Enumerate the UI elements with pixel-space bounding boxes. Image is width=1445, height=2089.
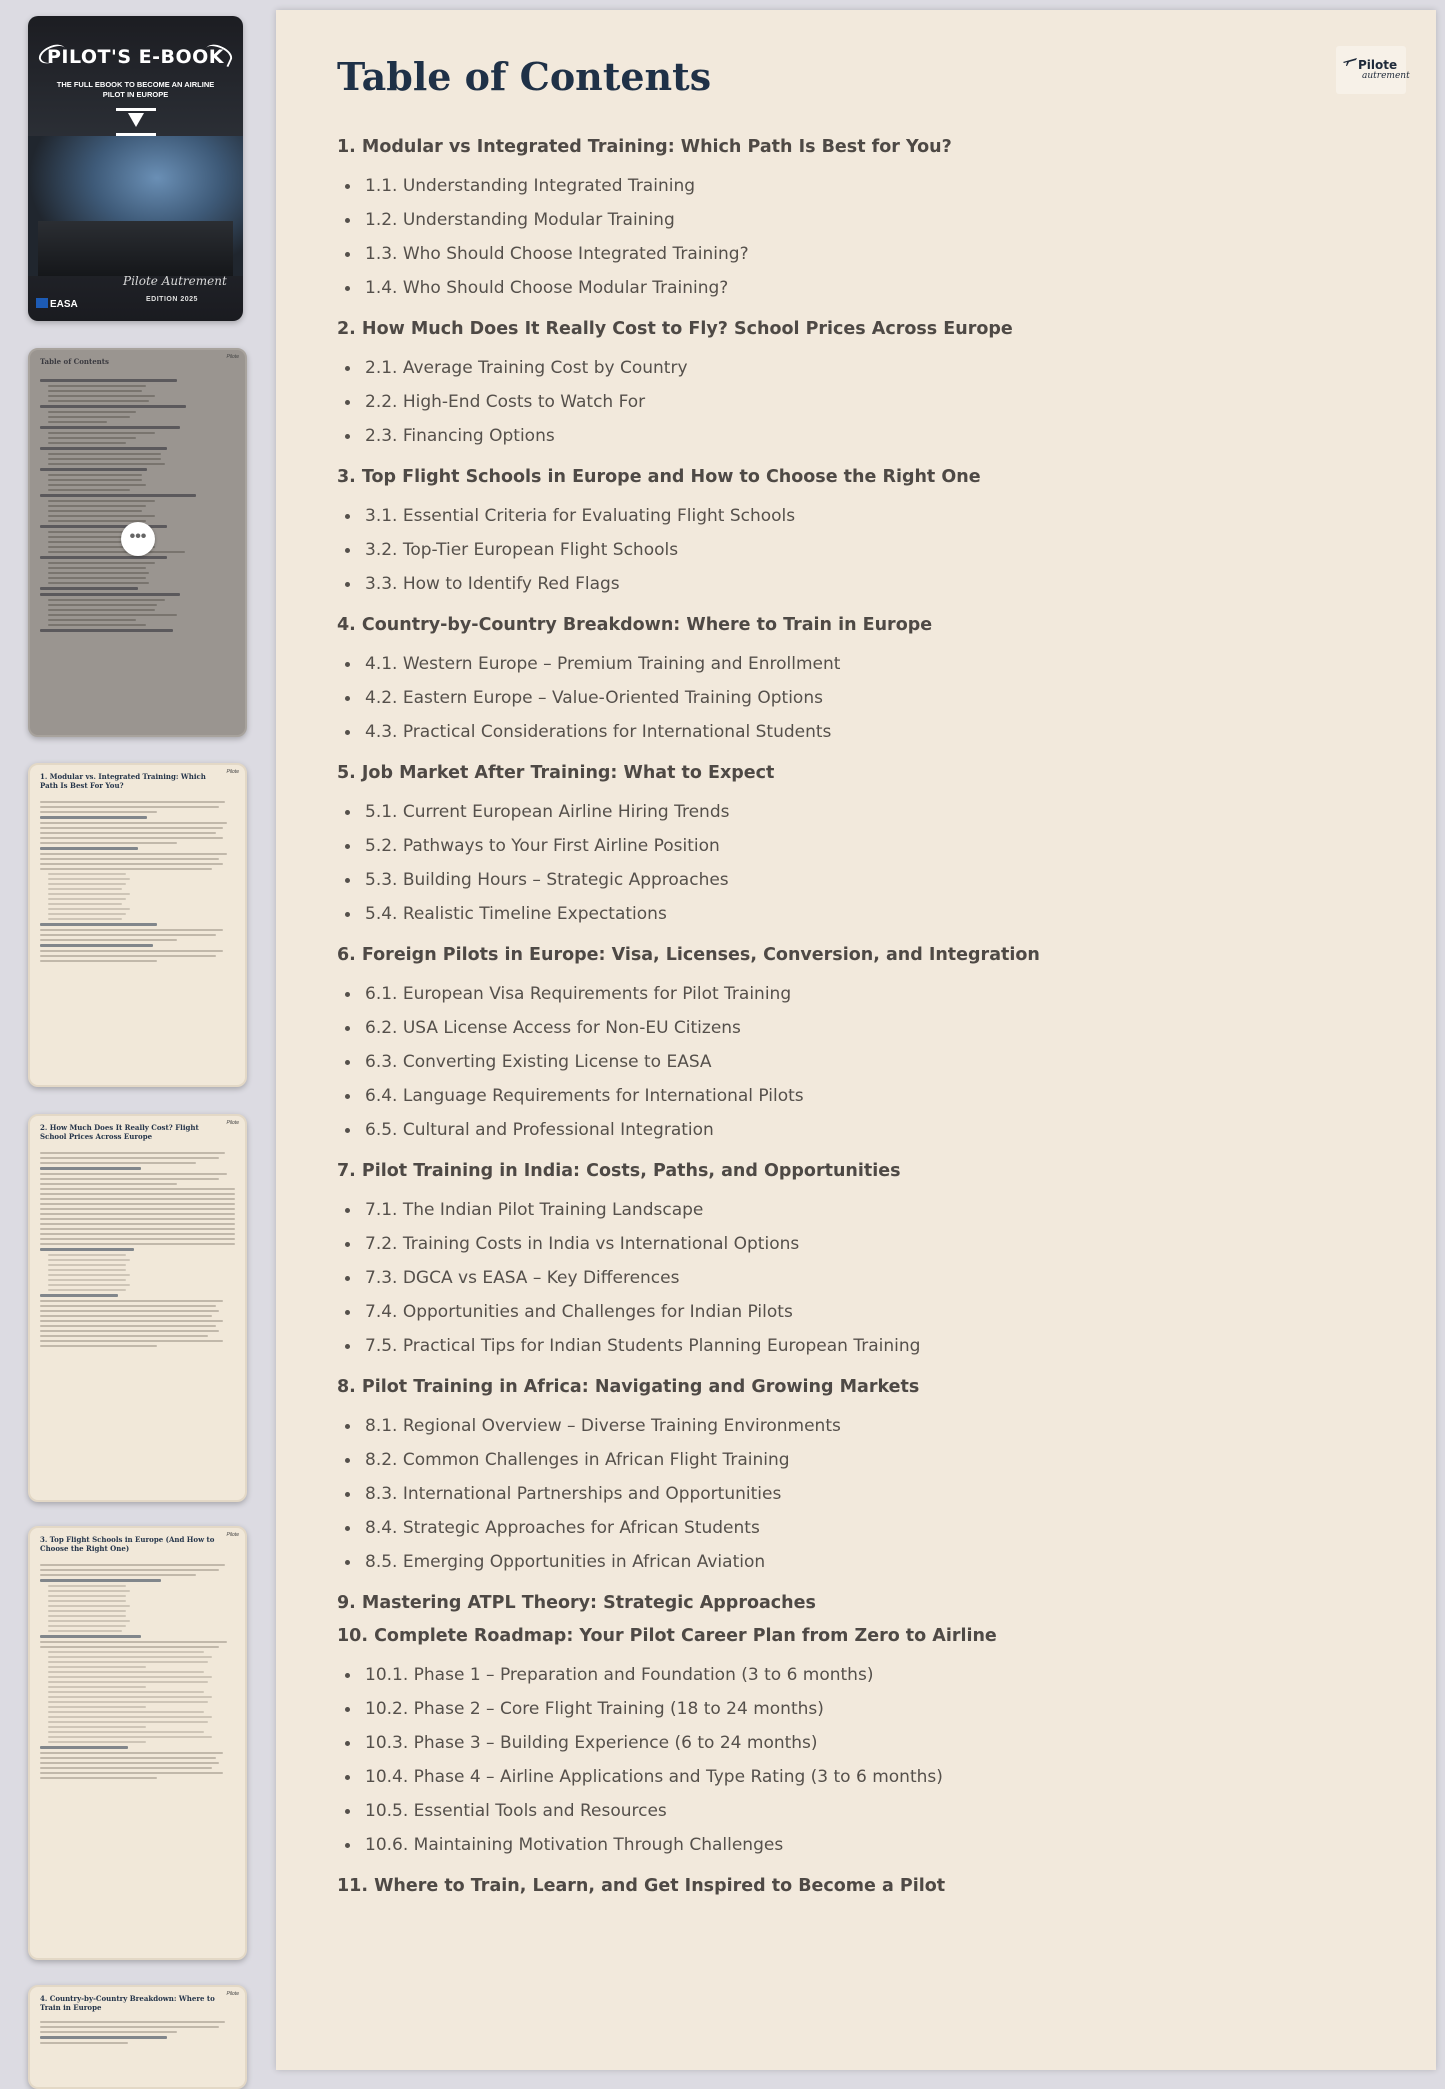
easa-badge: EASA: [36, 298, 78, 310]
thumbnail-text-lines: [40, 1564, 235, 1948]
toc-subsection-item[interactable]: 5.1. Current European Airline Hiring Trends: [337, 795, 1397, 829]
cover-instrument-panel: [38, 221, 233, 276]
toc-subsection-item[interactable]: 1.1. Understanding Integrated Training: [337, 169, 1397, 203]
toc-subsection-item[interactable]: 3.1. Essential Criteria for Evaluating Flight Schools: [337, 499, 1397, 533]
thumbnail-title: 1. Modular vs. Integrated Training: Which Path Is Best For You?: [40, 772, 206, 790]
document-page: [276, 10, 1436, 2070]
thumbnail-brand-logo: Pilote: [226, 1532, 239, 1538]
thumbnail-page-5[interactable]: [28, 1526, 247, 1960]
cover-signature: Pilote Autrement: [123, 274, 227, 288]
toc-subsection-item[interactable]: 7.5. Practical Tips for Indian Students Planning European Training: [337, 1329, 1397, 1363]
toc-subsection-item[interactable]: 5.3. Building Hours – Strategic Approaches: [337, 863, 1397, 897]
toc-subsection-item[interactable]: 4.3. Practical Considerations for International Students: [337, 715, 1397, 749]
toc-subsection-list: [337, 977, 1397, 1147]
toc-subsection-item[interactable]: 2.1. Average Training Cost by Country: [337, 351, 1397, 385]
thumbnail-brand-logo: Pilote: [226, 354, 239, 360]
toc-subsection-list: [337, 499, 1397, 601]
toc-subsection-item[interactable]: 2.3. Financing Options: [337, 419, 1397, 453]
toc-subsection-item[interactable]: 3.2. Top-Tier European Flight Schools: [337, 533, 1397, 567]
toc-subsection-item[interactable]: 10.3. Phase 3 – Building Experience (6 to 24 months): [337, 1726, 1397, 1760]
cover-edition: EDITION 2025: [146, 296, 198, 303]
thumbnail-brand-logo: Pilote: [226, 1120, 239, 1126]
toc-section-8[interactable]: 8. Pilot Training in Africa: Navigating and Growing Markets: [337, 1377, 920, 1397]
toc-subsection-item[interactable]: 1.4. Who Should Choose Modular Training?: [337, 271, 1397, 305]
toc-subsection-item[interactable]: 7.4. Opportunities and Challenges for Indian Pilots: [337, 1295, 1397, 1329]
toc-section-1[interactable]: 1. Modular vs Integrated Training: Which Path Is Best for You?: [337, 137, 952, 157]
thumbnail-title: 3. Top Flight Schools in Europe (And How to Choose the Right One): [40, 1535, 215, 1553]
toc-subsection-list: [337, 1409, 1397, 1579]
toc-subsection-item[interactable]: 5.2. Pathways to Your First Airline Position: [337, 829, 1397, 863]
brand-tagline: autrement: [1362, 71, 1410, 81]
toc-subsection-item[interactable]: 7.3. DGCA vs EASA – Key Differences: [337, 1261, 1397, 1295]
thumbnail-sidebar: [0, 0, 270, 2057]
toc-section-2[interactable]: 2. How Much Does It Really Cost to Fly? School Prices Across Europe: [337, 319, 1013, 339]
toc-subsection-item[interactable]: 2.2. High-End Costs to Watch For: [337, 385, 1397, 419]
toc-subsection-list: [337, 1658, 1397, 1862]
toc-subsection-item[interactable]: 8.2. Common Challenges in African Flight Training: [337, 1443, 1397, 1477]
toc-subsection-item[interactable]: 6.1. European Visa Requirements for Pilot Training: [337, 977, 1397, 1011]
toc-subsection-list: [337, 647, 1397, 749]
toc-subsection-list: [337, 1193, 1397, 1363]
toc-subsection-list: [337, 169, 1397, 305]
thumbnail-page-1-cover[interactable]: [28, 16, 243, 321]
toc-section-10[interactable]: 10. Complete Roadmap: Your Pilot Career Plan from Zero to Airline: [337, 1626, 997, 1646]
toc-subsection-item[interactable]: 10.5. Essential Tools and Resources: [337, 1794, 1397, 1828]
toc-subsection-item[interactable]: 6.4. Language Requirements for International Pilots: [337, 1079, 1397, 1113]
thumbnail-text-lines: [40, 1152, 235, 1490]
toc-subsection-item[interactable]: 8.1. Regional Overview – Diverse Training Environments: [337, 1409, 1397, 1443]
toc-section-4[interactable]: 4. Country-by-Country Breakdown: Where to Train in Europe: [337, 615, 933, 635]
thumbnail-title: 2. How Much Does It Really Cost? Flight School Prices Across Europe: [40, 1123, 199, 1141]
thumbnail-page-6[interactable]: [28, 1985, 247, 2089]
toc-subsection-item[interactable]: 1.3. Who Should Choose Integrated Training?: [337, 237, 1397, 271]
toc-section-9[interactable]: 9. Mastering ATPL Theory: Strategic Approaches: [337, 1593, 816, 1613]
thumbnail-title: Table of Contents: [40, 357, 109, 366]
thumbnail-text-lines: [40, 2021, 235, 2077]
toc-section-3[interactable]: 3. Top Flight Schools in Europe and How to Choose the Right One: [337, 467, 981, 487]
toc-subsection-item[interactable]: 8.3. International Partnerships and Opportunities: [337, 1477, 1397, 1511]
brand-logo: [1336, 46, 1410, 94]
airplane-icon: [1343, 56, 1357, 66]
toc-section-7[interactable]: 7. Pilot Training in India: Costs, Paths, and Opportunities: [337, 1161, 901, 1181]
cover-logo-icon: [116, 108, 156, 136]
thumbnail-title: 4. Country-by-Country Breakdown: Where to Train in Europe: [40, 1994, 215, 2012]
thumbnail-page-3[interactable]: [28, 763, 247, 1087]
thumbnail-page-4[interactable]: [28, 1114, 247, 1502]
toc-subsection-item[interactable]: 6.2. USA License Access for Non-EU Citizens: [337, 1011, 1397, 1045]
toc-section-5[interactable]: 5. Job Market After Training: What to Expect: [337, 763, 775, 783]
thumbnail-text-lines: [40, 801, 235, 1075]
toc-subsection-item[interactable]: 4.1. Western Europe – Premium Training and Enrollment: [337, 647, 1397, 681]
toc-subsection-list: [337, 795, 1397, 931]
brand-name: Pilote: [1358, 58, 1398, 72]
toc-subsection-item[interactable]: 6.3. Converting Existing License to EASA: [337, 1045, 1397, 1079]
toc-subsection-item[interactable]: 10.6. Maintaining Motivation Through Challenges: [337, 1828, 1397, 1862]
page-title: Table of Contents: [337, 54, 712, 99]
toc-section-6[interactable]: 6. Foreign Pilots in Europe: Visa, Licenses, Conversion, and Integration: [337, 945, 1040, 965]
toc-subsection-item[interactable]: 8.4. Strategic Approaches for African Students: [337, 1511, 1397, 1545]
toc-section-11[interactable]: 11. Where to Train, Learn, and Get Inspired to Become a Pilot: [337, 1876, 946, 1896]
more-options-button[interactable]: •••: [121, 522, 155, 556]
toc-subsection-item[interactable]: 4.2. Eastern Europe – Value-Oriented Training Options: [337, 681, 1397, 715]
toc-subsection-item[interactable]: 5.4. Realistic Timeline Expectations: [337, 897, 1397, 931]
toc-subsection-item[interactable]: 10.2. Phase 2 – Core Flight Training (18 to 24 months): [337, 1692, 1397, 1726]
toc-subsection-item[interactable]: 6.5. Cultural and Professional Integration: [337, 1113, 1397, 1147]
toc-subsection-item[interactable]: 10.4. Phase 4 – Airline Applications and Type Rating (3 to 6 months): [337, 1760, 1397, 1794]
thumbnail-brand-logo: Pilote: [226, 1991, 239, 1997]
toc-subsection-list: [337, 351, 1397, 453]
thumbnail-page-2-toc[interactable]: [28, 348, 247, 737]
cover-subtitle: THE FULL EBOOK TO BECOME AN AIRLINE PILOT IN EUROPE: [56, 80, 215, 99]
thumbnail-brand-logo: Pilote: [226, 769, 239, 775]
table-of-contents: [337, 136, 1397, 1908]
toc-subsection-item[interactable]: 7.1. The Indian Pilot Training Landscape: [337, 1193, 1397, 1227]
toc-subsection-item[interactable]: 8.5. Emerging Opportunities in African Aviation: [337, 1545, 1397, 1579]
toc-subsection-item[interactable]: 7.2. Training Costs in India vs International Options: [337, 1227, 1397, 1261]
toc-subsection-item[interactable]: 10.1. Phase 1 – Preparation and Foundation (3 to 6 months): [337, 1658, 1397, 1692]
toc-subsection-item[interactable]: 1.2. Understanding Modular Training: [337, 203, 1397, 237]
toc-subsection-item[interactable]: 3.3. How to Identify Red Flags: [337, 567, 1397, 601]
cover-title: PILOT'S E-BOOK: [46, 46, 225, 68]
